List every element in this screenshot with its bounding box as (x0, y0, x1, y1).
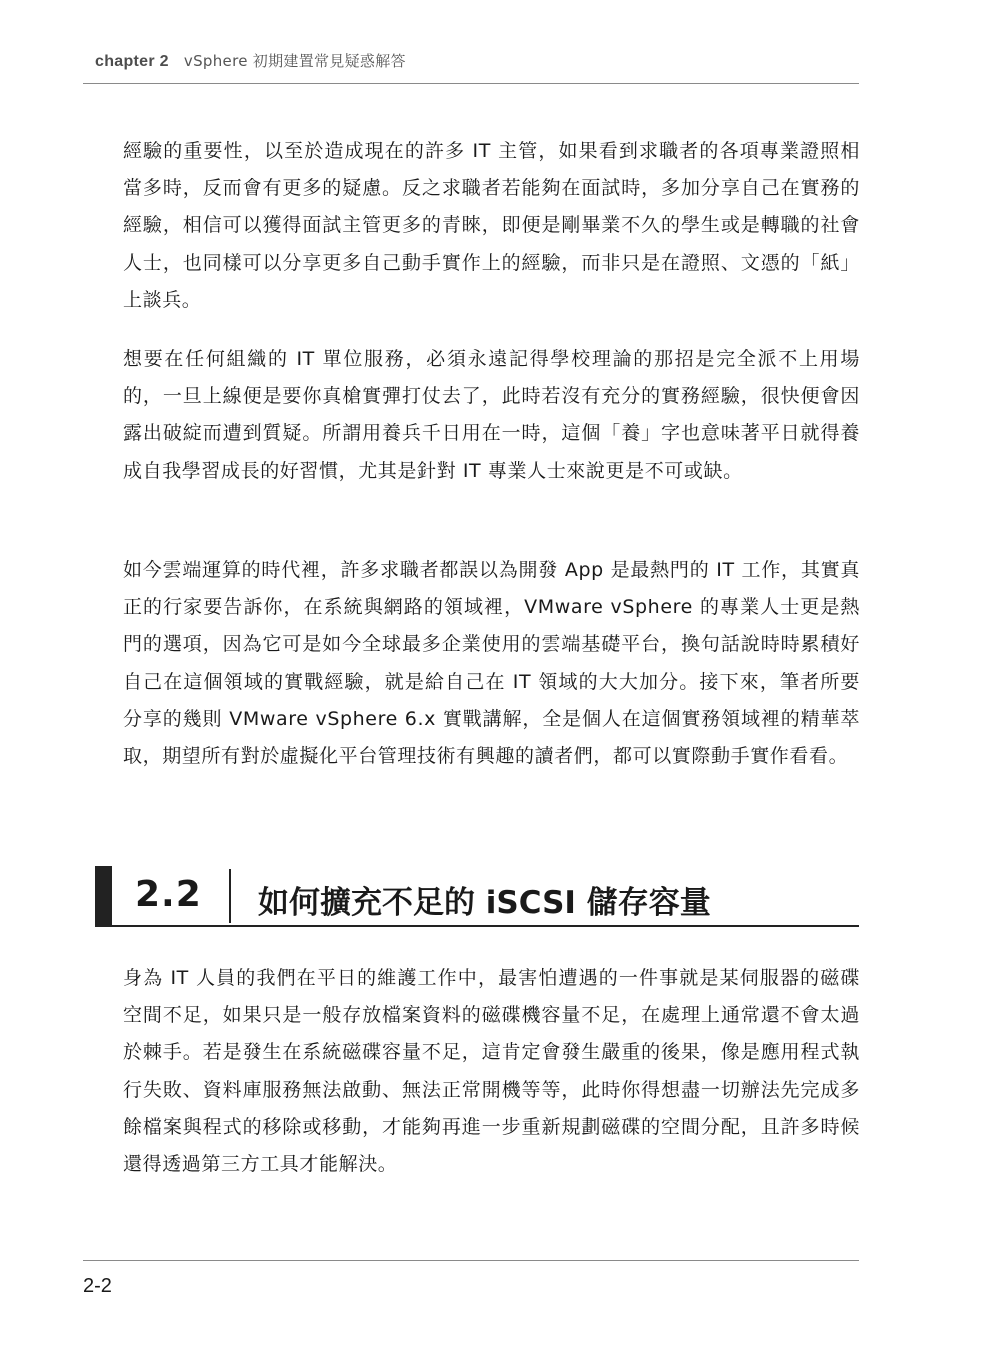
section-marker-bar (95, 866, 112, 926)
chapter-label: chapter 2 (95, 53, 169, 70)
section-paragraph: 身為 IT 人員的我們在平日的維護工作中，最害怕遭遇的一件事就是某伺服器的磁碟空間不足，如果只是一般存放檔案資料的磁碟機容量不足，在處理上通常還不會太過於棘手。若是發生在系統磁碟容量不足，這肯定會發生嚴重的後果，像是應用程式執行失敗、資料庫服務無法啟動、無法正常開機等等，此時你得想盡一切辦法先完成多餘檔案與程式的移除或移動，才能夠再進一步重新規劃磁碟的空間分配，且許多時候還得透過第三方工具才能解決。 (123, 967, 860, 1176)
section-heading (95, 866, 859, 926)
body-paragraph-1: 經驗的重要性，以至於造成現在的許多 IT 主管，如果看到求職者的各項專業證照相當多時，反而會有更多的疑慮。反之求職者若能夠在面試時，多加分享自己在實務的經驗，相信可以獲得面試主管更多的青睞，即便是剛畢業不久的學生或是轉職的社會人士，也同樣可以分享更多自己動手實作上的經驗，而非只是在證照、文憑的「紙」上談兵。 (123, 140, 860, 311)
running-header (95, 50, 406, 71)
body-paragraph-2: 想要在任何組織的 IT 單位服務，必須永遠記得學校理論的那招是完全派不上用場的，一旦上線便是要你真槍實彈打仗去了，此時若沒有充分的實務經驗，很快便會因露出破綻而遭到質疑。所謂用養兵千日用在一時，這個「養」字也意味著平日就得養成自我學習成長的好習慣，尤其是針對 IT 專業人士來說更是不可或缺。 (123, 348, 860, 482)
section-number: 2.2 (135, 874, 202, 915)
footer-divider (83, 1260, 859, 1261)
header-divider (83, 83, 859, 84)
page-number: 2-2 (83, 1275, 112, 1297)
running-header-title: vSphere 初期建置常見疑惑解答 (183, 52, 406, 70)
section-title: 如何擴充不足的 iSCSI 儲存容量 (258, 885, 711, 921)
body-paragraph-3: 如今雲端運算的時代裡，許多求職者都誤以為開發 App 是最熱門的 IT 工作，其實真正的行家要告訴你，在系統與網路的領域裡，VMware vSphere 的專業人士更是熱門的選項，因為它可是如今全球最多企業使用的雲端基礎平台，換句話說時時累積好自己在這個領域的實戰經驗，就是給自己在 IT 領域的大大加分。接下來，筆者所要分享的幾則 VMware vSphere 6.x 實戰講解，全是個人在這個實務領域裡的精華萃取，期望所有對於虛擬化平台管理技術有興趣的讀者們，都可以實際動手實作看看。 (123, 559, 860, 768)
section-underline (95, 925, 859, 927)
section-heading-divider (229, 869, 231, 923)
